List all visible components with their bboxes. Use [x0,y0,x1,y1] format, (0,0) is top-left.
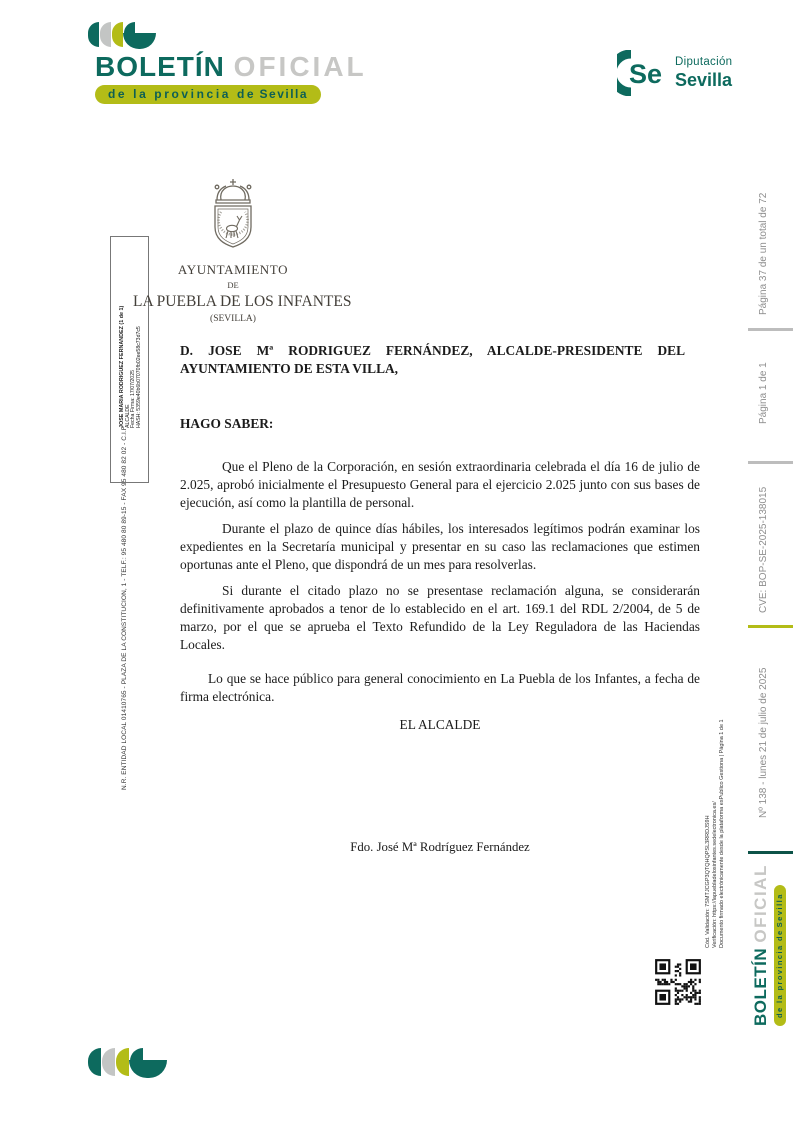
paragraph: Durante el plazo de quince días hábiles, los interesados legítimos podrán examinar los expedientes en la Secretaría municipal y presentar en su caso las reclamaciones que estimen oportunas ante el Pleno, que dispondrá de un mes para resolverlas. [180,521,700,572]
masthead-title-light: OFICIAL [233,51,367,82]
dot-shape [88,1048,101,1076]
rail-cve: CVE: BOP-SE-2025-138015 [758,486,769,613]
org-name-line4: (SEVILLA) [210,314,256,324]
validation-text-block [705,719,727,948]
ayuntamiento-header [133,176,352,324]
bop-dots-logo [88,22,156,49]
org-name-line3: LA PUEBLA DE LOS INFANTES [133,293,352,310]
paragraph: Si durante el citado plazo no se presentase reclamación alguna, se considerarán definitivamente aprobados a tenor de lo establecido en el art. 169.1 del RDL 2/2004, de 5 de marzo, por el que se aprueba el Texto Refundido de la Ley Reguladora de las Haciendas Locales. [180,583,700,652]
entity-registry-line: N.R. ENTIDAD LOCAL 01410765 - PLAZA DE LA CONSTITUCION, 1 - TELF.: 95 480 80 89-15 - FAX 95 480 82 02 - C.I.F. [121,424,128,790]
heading-line2: AYUNTAMIENTO DE ESTA VILLA, [180,361,399,376]
diputacion-line1: Diputación [675,56,733,69]
boletin-masthead-vertical [752,864,787,1026]
paragraph: Lo que se hace público para general conocimiento en La Puebla de los Infantes, a fecha de firma electrónica. [180,671,700,704]
svg-text:Se: Se [629,59,663,89]
paragraph: Que el Pleno de la Corporación, en sesión extraordinaria celebrada el día 16 de julio de 2.025, aprobó inicialmente el Presupuesto General para el ejercicio 2.025 junto con sus bases de ejecución, así como la plantilla de personal. [180,459,700,510]
dot-shape [102,1048,115,1076]
closing-title: EL ALCALDE [399,717,481,732]
validation-code: Cód. Validación: 7SMTJCGP3QTQHQPSL3RRDJS9H [705,815,711,948]
rail-issue-date: Nº 138 - lunes 21 de julio de 2025 [758,667,769,818]
dot-shape [88,22,99,47]
masthead-vert-title-light: OFICIAL [751,864,770,943]
signature-stamp-text [120,306,143,428]
diputacion-text [675,57,732,89]
masthead-title [95,52,367,82]
rail-separator [748,328,793,331]
masthead-vert-pill [774,885,786,1026]
masthead-vert-subtitle: de la provincia de [775,929,784,1018]
dot-shape [100,22,111,47]
rail-separator [748,851,793,854]
dot-shape [123,33,156,49]
boletin-masthead [95,52,367,104]
rail-page-of-total: Página 37 de un total de 72 [758,192,769,315]
stamp-signer: JOSE MARIA RODRIGUEZ FERNANDEZ (1 de 1) [119,305,125,428]
stamp-role: ALCALDE [124,404,131,428]
rail-separator [748,461,793,464]
dot-shape [112,22,123,47]
qr-code [654,958,702,1011]
diputacion-se-icon [617,50,669,96]
org-name-line2: DE [227,280,239,290]
diputacion-sevilla-logo [617,50,732,96]
bop-dots-logo-bottom [88,1048,167,1078]
dot-shape [116,1048,129,1076]
masthead-vert-subtitle-bold: Sevilla [775,893,784,928]
masthead-vert-title-bold: BOLETÍN [751,947,770,1026]
masthead-vert-title [752,864,769,1026]
masthead-subtitle-pill [95,85,321,104]
masthead-subtitle-bold: Sevilla [259,87,309,101]
stamp-hash: HASH: 5359e40b6b07070fb02ee58c73d7c5 [136,326,143,428]
document-body [180,458,700,734]
stamp-date: Fecha Firma: 17/07/2025 [130,370,137,428]
diputacion-line2: Sevilla [675,69,733,90]
masthead-subtitle: de la provincia de [108,87,257,101]
document-heading [180,342,685,378]
masthead-title-bold: BOLETÍN [95,51,225,82]
heading-line1: D. JOSE Mª RODRIGUEZ FERNÁNDEZ, ALCALDE-PRESIDENTE DEL [180,343,685,358]
org-name-line1: AYUNTAMIENTO [177,262,289,277]
validation-url: Verificación: https://lapuebladelosinfantes.sedelectronica.es/ [712,801,719,948]
signature-line: Fdo. José Mª Rodríguez Fernández [350,840,530,854]
dot-shape [129,1060,167,1078]
validation-note: Documento firmado electrónicamente desde la plataforma esPublico Gestiona | Página 1 de 1 [719,719,726,948]
coat-of-arms-icon [201,176,265,256]
rail-page-of-doc: Página 1 de 1 [758,362,769,424]
rail-separator [748,625,793,628]
hago-saber-label: HAGO SABER: [180,416,274,431]
